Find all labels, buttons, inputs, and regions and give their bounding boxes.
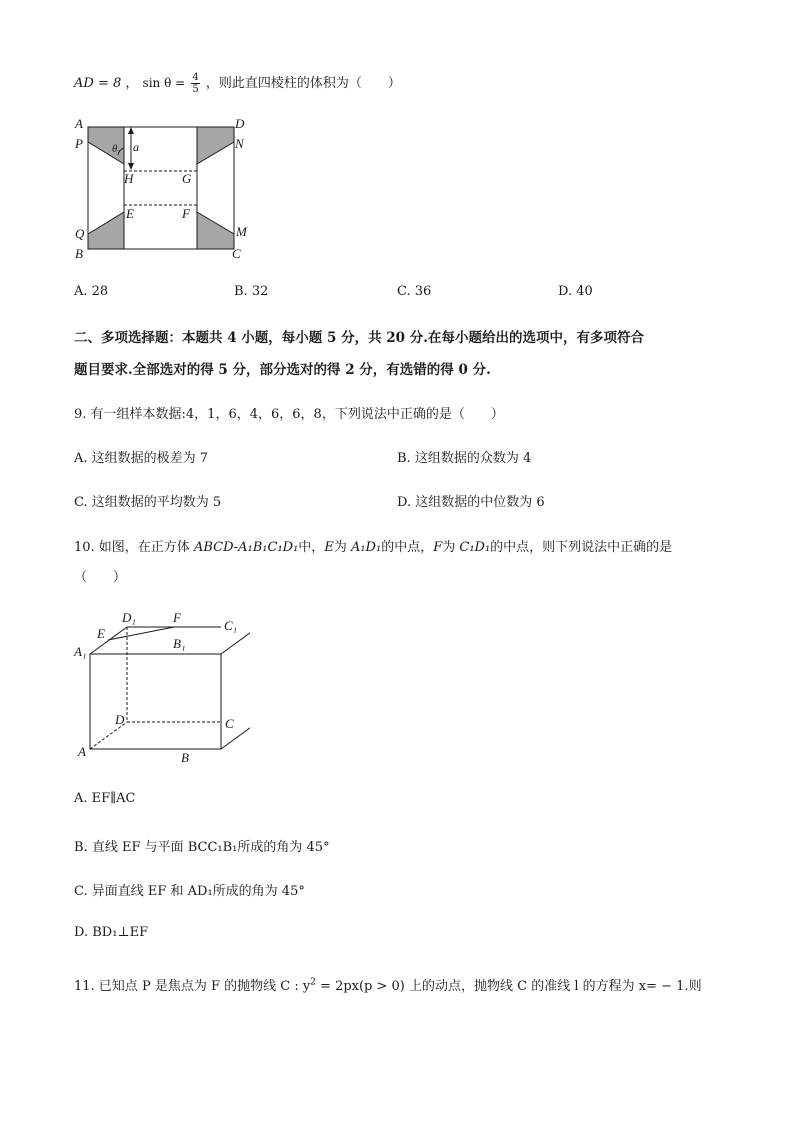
a-arrow-head-up [128,127,134,134]
label-c-corner: C [232,246,241,261]
q8-question-text: ，则此直四棱柱的体积为（ ） [205,76,401,91]
q10-option-b[interactable]: B. 直线 EF 与平面 BCC₁B₁所成的角为 45° [74,840,330,855]
label-a-cube: A [78,744,86,759]
fraction-4-5: $\frac{4}{5}$ [192,72,199,95]
section2-heading-line2: 题目要求.全部选对的得 5 分，部分选对的得 2 分，有选错的得 0 分. [74,362,491,378]
label-c1: C₁ [224,618,238,633]
label-h: H [124,171,134,186]
label-g: G [182,171,192,186]
section2-heading-line1: 二、多项选择题：本题共 4 小题，每小题 5 分，共 20 分.在每小题给出的选项中，有多项符合 [74,330,644,346]
label-e: E [126,206,134,221]
label-e-cube: E [97,626,105,641]
q9-option-b[interactable]: B. 这组数据的众数为 4 [397,451,532,466]
label-a1: A₁ [74,644,87,659]
a-arrow-head-down [128,163,134,170]
q8-option-a[interactable]: A. 28 [74,284,109,299]
q9-option-d[interactable]: D. 这组数据的中位数为 6 [397,495,545,510]
q8-figure [70,112,260,267]
label-m: M [236,224,247,239]
label-d-cube: D [115,712,125,727]
q8-option-c[interactable]: C. 36 [397,284,432,299]
shade-bottom-right [197,212,234,249]
q10-figure [70,608,250,768]
label-a-corner: A [75,116,83,131]
sin-label: sin θ = [142,76,186,90]
label-c-cube: C [225,716,234,731]
q10-option-d[interactable]: D. BD₁⊥EF [74,925,149,940]
label-d-corner: D [235,116,245,131]
q8-tail-line: AD = 8 ， sin θ = $\frac{4}{5}$ ，则此直四棱柱的体积为（ ） [74,72,401,95]
label-a-length: a [133,140,139,154]
q10-option-c[interactable]: C. 异面直线 EF 和 AD₁所成的角为 45° [74,884,305,899]
prism-unfold-diagram [70,112,260,267]
q11-stem: 11. 已知点 P 是焦点为 F 的抛物线 C : $y^2 = 2px(p > 0)$ 上的动点，抛物线 C 的准线 l 的方程为 x= − 1.则 [74,977,702,994]
label-b1: B₁ [173,636,186,651]
label-f: F [182,206,190,221]
q8-option-b[interactable]: B. 32 [234,284,269,299]
ad-expression: AD = 8 [74,76,122,91]
label-q: Q [75,226,85,241]
cube-name: ABCD-A₁B₁C₁D₁ [193,540,299,555]
label-b-corner: B [75,246,83,261]
superscript-2: 2 [310,977,316,988]
label-d1: D₁ [122,610,136,625]
shade-top-left [88,127,124,164]
label-p: P [75,136,83,151]
label-f-cube: F [173,610,181,625]
q10-stem: 10. 如图，在正方体 ABCD-A₁B₁C₁D₁中，E为 A₁D₁的中点，F为 C₁D₁的中点，则下列说法中正确的是 [74,540,673,555]
q9-option-c[interactable]: C. 这组数据的平均数为 5 [74,495,222,510]
q10-answer-paren: （ ） [74,570,127,585]
q9-stem: 9. 有一组样本数据:4，1，6，4，6，6，8，下列说法中正确的是（ ） [74,407,504,422]
shade-top-right [197,127,234,164]
shade-bottom-left [88,212,124,249]
q9-option-a[interactable]: A. 这组数据的极差为 7 [74,451,209,466]
q10-option-a[interactable]: A. EF∥AC [74,791,136,806]
label-theta: θ [112,143,118,155]
label-n: N [235,136,244,151]
label-b-cube: B [181,750,189,765]
q8-option-d[interactable]: D. 40 [558,284,593,299]
